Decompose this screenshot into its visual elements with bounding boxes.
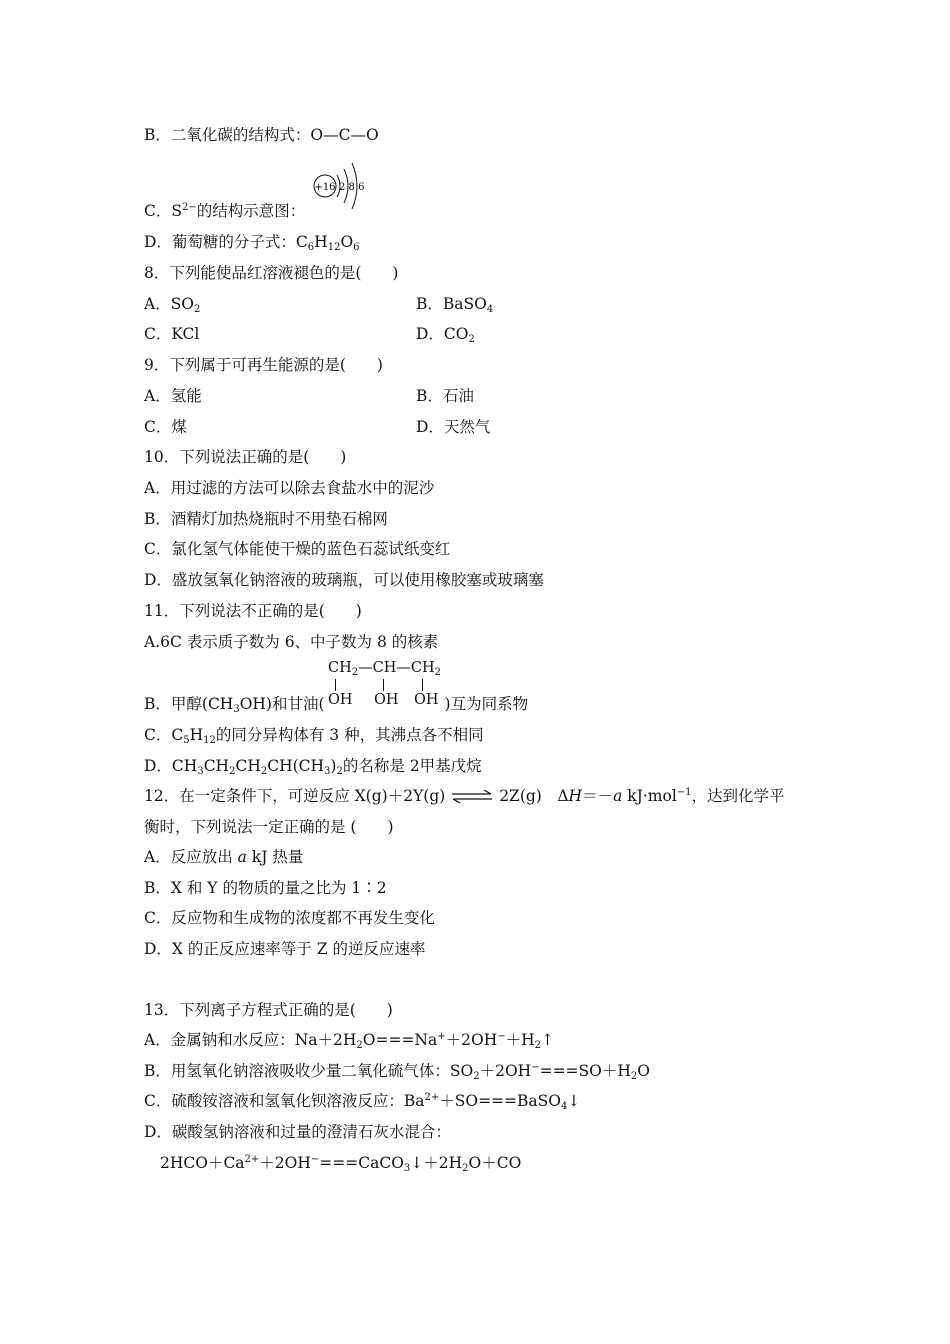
q11-option-d: D．$CH_3CH_2CH_2CH(CH_3)_2$的名称是 2甲基戊烷	[144, 757, 482, 777]
q11-option-b: B．甲醇$(CH_3OH)$和甘油( )互为同系物	[144, 695, 529, 715]
q13-option-c: C．硫酸铵溶液和氢氧化钡溶液反应：$Ba^{2+}+SO===BaSO_4↓$	[144, 1092, 581, 1112]
q8-option-d: D．$CO_2$	[416, 325, 475, 345]
reversible-arrow-icon	[450, 790, 494, 804]
q9-option-a: A．氢能	[144, 387, 202, 405]
q13-option-d-equation: $2HCO+Ca^{2+}+2OH^-===CaCO_3↓+2H_2O+CO$	[160, 1154, 522, 1174]
glycerol-carbon-chain: $CH_2—CH—CH_2$	[328, 660, 441, 678]
q11-stem: 11．下列说法不正确的是( )	[144, 602, 362, 620]
q11-option-c: C．$C_5H_{12}$的同分异构体有 3 种，其沸点各不相同	[144, 726, 484, 746]
q11-option-a: A.6C 表示质子数为 6、中子数为 8 的核素	[144, 633, 439, 651]
atom-shells-label: 2 8 6	[339, 182, 365, 193]
q8-stem: 8．下列能使品红溶液褪色的是( )	[144, 264, 399, 282]
q12-option-a: A．反应放出 a kJ 热量	[144, 848, 304, 866]
glycerol-bond-2	[383, 679, 384, 691]
q10-option-d: D．盛放氢氧化钠溶液的玻璃瓶，可以使用橡胶塞或玻璃塞	[144, 571, 544, 589]
q13-option-a: A．金属钠和水反应：$Na+2H_2O===Na^++2OH^-+H_2↑$	[144, 1031, 555, 1051]
q10-stem: 10．下列说法正确的是( )	[144, 448, 347, 466]
q10-option-b: B．酒精灯加热烧瓶时不用垫石棉网	[144, 510, 388, 528]
q10-option-a: A．用过滤的方法可以除去食盐水中的泥沙	[144, 479, 435, 497]
q12-stem-line1: 12．在一定条件下，可逆反应 X(g)＋2Y(g) 2Z(g) ΔH＝－a kJ·mol$^{-1}$，达到化学平	[144, 787, 785, 805]
sulfide-ion-structure-diagram	[310, 155, 370, 217]
glycerol-bond-1	[335, 679, 336, 691]
glycerol-oh-1: OH	[328, 692, 353, 708]
glycerol-oh-3: OH	[414, 692, 439, 708]
q9-option-d: D．天然气	[416, 418, 491, 436]
q12-option-c: C．反应物和生成物的浓度都不再发生变化	[144, 909, 435, 927]
q8-option-c: C．KCl	[144, 325, 200, 343]
q10-option-c: C．氯化氢气体能使干燥的蓝色石蕊试纸变红	[144, 540, 451, 558]
q7-option-d: D．葡萄糖的分子式：$C_6H_{12}O_6$	[144, 233, 360, 253]
q9-option-c: C．煤	[144, 418, 187, 436]
q13-option-b: B．用氢氧化钠溶液吸收少量二氧化硫气体：$SO_2+2OH^-===SO+H_2O$	[144, 1062, 650, 1082]
q13-stem: 13．下列离子方程式正确的是( )	[144, 1001, 393, 1019]
glycerol-bond-3	[422, 679, 423, 691]
q7-option-b: B．二氧化碳的结构式：O—C—O	[144, 126, 379, 144]
glycerol-oh-2: OH	[374, 692, 399, 708]
q7-option-c: C．$S^{2-}$的结构示意图：	[144, 202, 306, 220]
q13-option-d: D．碳酸氢钠溶液和过量的澄清石灰水混合：	[144, 1123, 451, 1141]
q12-option-b: B．X 和 Y 的物质的量之比为 1∶2	[144, 879, 387, 897]
q9-option-b: B．石油	[416, 387, 474, 405]
q12-stem-line2: 衡时，下列说法一定正确的是 ( )	[144, 818, 394, 836]
q8-option-b: B．BaSO$_4$	[416, 295, 494, 315]
q8-option-a: A．$SO_2$	[144, 295, 201, 315]
q12-option-d: D．X 的正反应速率等于 Z 的逆反应速率	[144, 940, 426, 958]
q9-stem: 9．下列属于可再生能源的是( )	[144, 356, 383, 374]
atom-nucleus-label: +16	[314, 182, 336, 193]
